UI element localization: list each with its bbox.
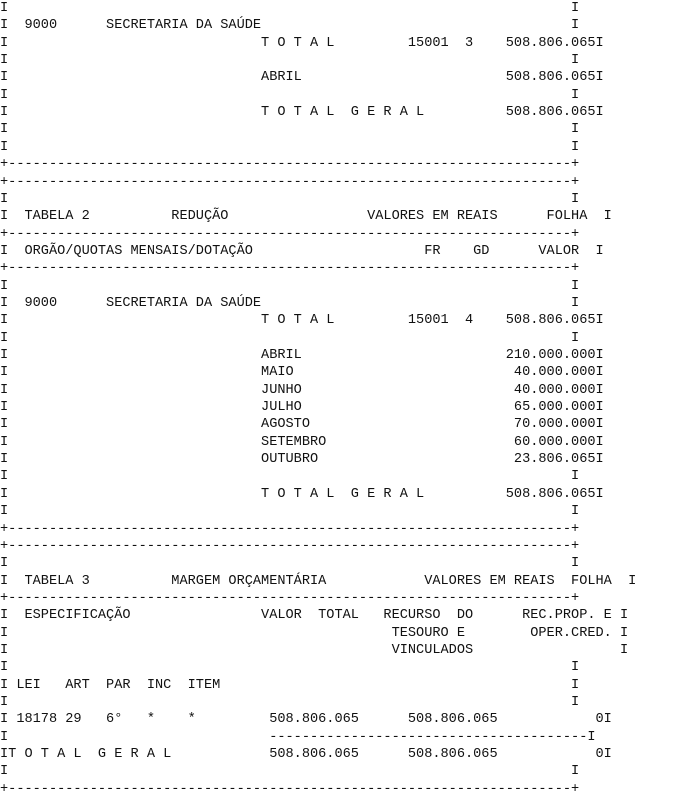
report-line: I 9000 SECRETARIA DA SAÚDE I xyxy=(0,295,580,311)
report-line: +---------------------------------------------------------------------+ xyxy=(0,261,580,277)
report-line: +---------------------------------------------------------------------+ xyxy=(0,590,580,606)
report-line: I I xyxy=(0,278,580,294)
report-line: I I xyxy=(0,469,580,485)
report-line: +---------------------------------------------------------------------+ xyxy=(0,226,580,242)
report-line: I T O T A L 15001 3 508.806.065I xyxy=(0,35,604,51)
report-line: I I xyxy=(0,660,580,676)
report-line: I I xyxy=(0,504,580,520)
report-line: I JUNHO 40.000.000I xyxy=(0,382,604,398)
report-line: I LEI ART PAR INC ITEM I xyxy=(0,677,580,693)
report-line: I I xyxy=(0,53,580,69)
report-line: +---------------------------------------------------------------------+ xyxy=(0,157,580,173)
report-line: I T O T A L 15001 4 508.806.065I xyxy=(0,313,604,329)
report-line: I I xyxy=(0,139,580,155)
report-line: I TABELA 3 MARGEM ORÇAMENTÁRIA VALORES EM REAIS FOLHA I xyxy=(0,573,637,589)
report-line: I T O T A L G E R A L 508.806.065I xyxy=(0,105,604,121)
report-line: I 9000 SECRETARIA DA SAÚDE I xyxy=(0,18,580,34)
report-line: +---------------------------------------------------------------------+ xyxy=(0,538,580,554)
report-line: I ORGÃO/QUOTAS MENSAIS/DOTAÇÃO FR GD VALOR I xyxy=(0,243,604,259)
report-line: I I xyxy=(0,87,580,103)
report-line: I ---------------------------------------I xyxy=(0,729,596,745)
report-line: I I xyxy=(0,122,580,138)
report-line: I I xyxy=(0,764,580,780)
report-line: +---------------------------------------------------------------------+ xyxy=(0,781,580,797)
report-line: I MAIO 40.000.000I xyxy=(0,365,604,381)
report-line: I I xyxy=(0,1,580,16)
report-line: I TESOURO E OPER.CRED. I xyxy=(0,625,629,641)
report-line: I TABELA 2 REDUÇÃO VALORES EM REAIS FOLHA I xyxy=(0,209,612,225)
report-line: I ABRIL 210.000.000I xyxy=(0,348,604,363)
report-line: I I xyxy=(0,191,580,207)
report-line: I I xyxy=(0,695,580,710)
report-line: I AGOSTO 70.000.000I xyxy=(0,417,604,433)
report-line: I JULHO 65.000.000I xyxy=(0,400,604,416)
report-line: I OUTUBRO 23.806.065I xyxy=(0,452,604,468)
report-line: I VINCULADOS I xyxy=(0,642,629,658)
report-line: I I xyxy=(0,330,580,346)
report-line: I T O T A L G E R A L 508.806.065I xyxy=(0,486,604,502)
report-line: +---------------------------------------------------------------------+ xyxy=(0,521,580,537)
report-line: IT O T A L G E R A L 508.806.065 508.806.065 0I xyxy=(0,747,612,763)
report-line: I 18178 29 6° * * 508.806.065 508.806.065 0I xyxy=(0,712,612,728)
report-line: I I xyxy=(0,556,580,572)
report-line: I ESPECIFICAÇÃO VALOR TOTAL RECURSO DO REC.PROP. E I xyxy=(0,608,629,624)
report-line: I ABRIL 508.806.065I xyxy=(0,70,604,86)
report-line: +---------------------------------------------------------------------+ xyxy=(0,174,580,190)
report-line: I SETEMBRO 60.000.000I xyxy=(0,434,604,450)
